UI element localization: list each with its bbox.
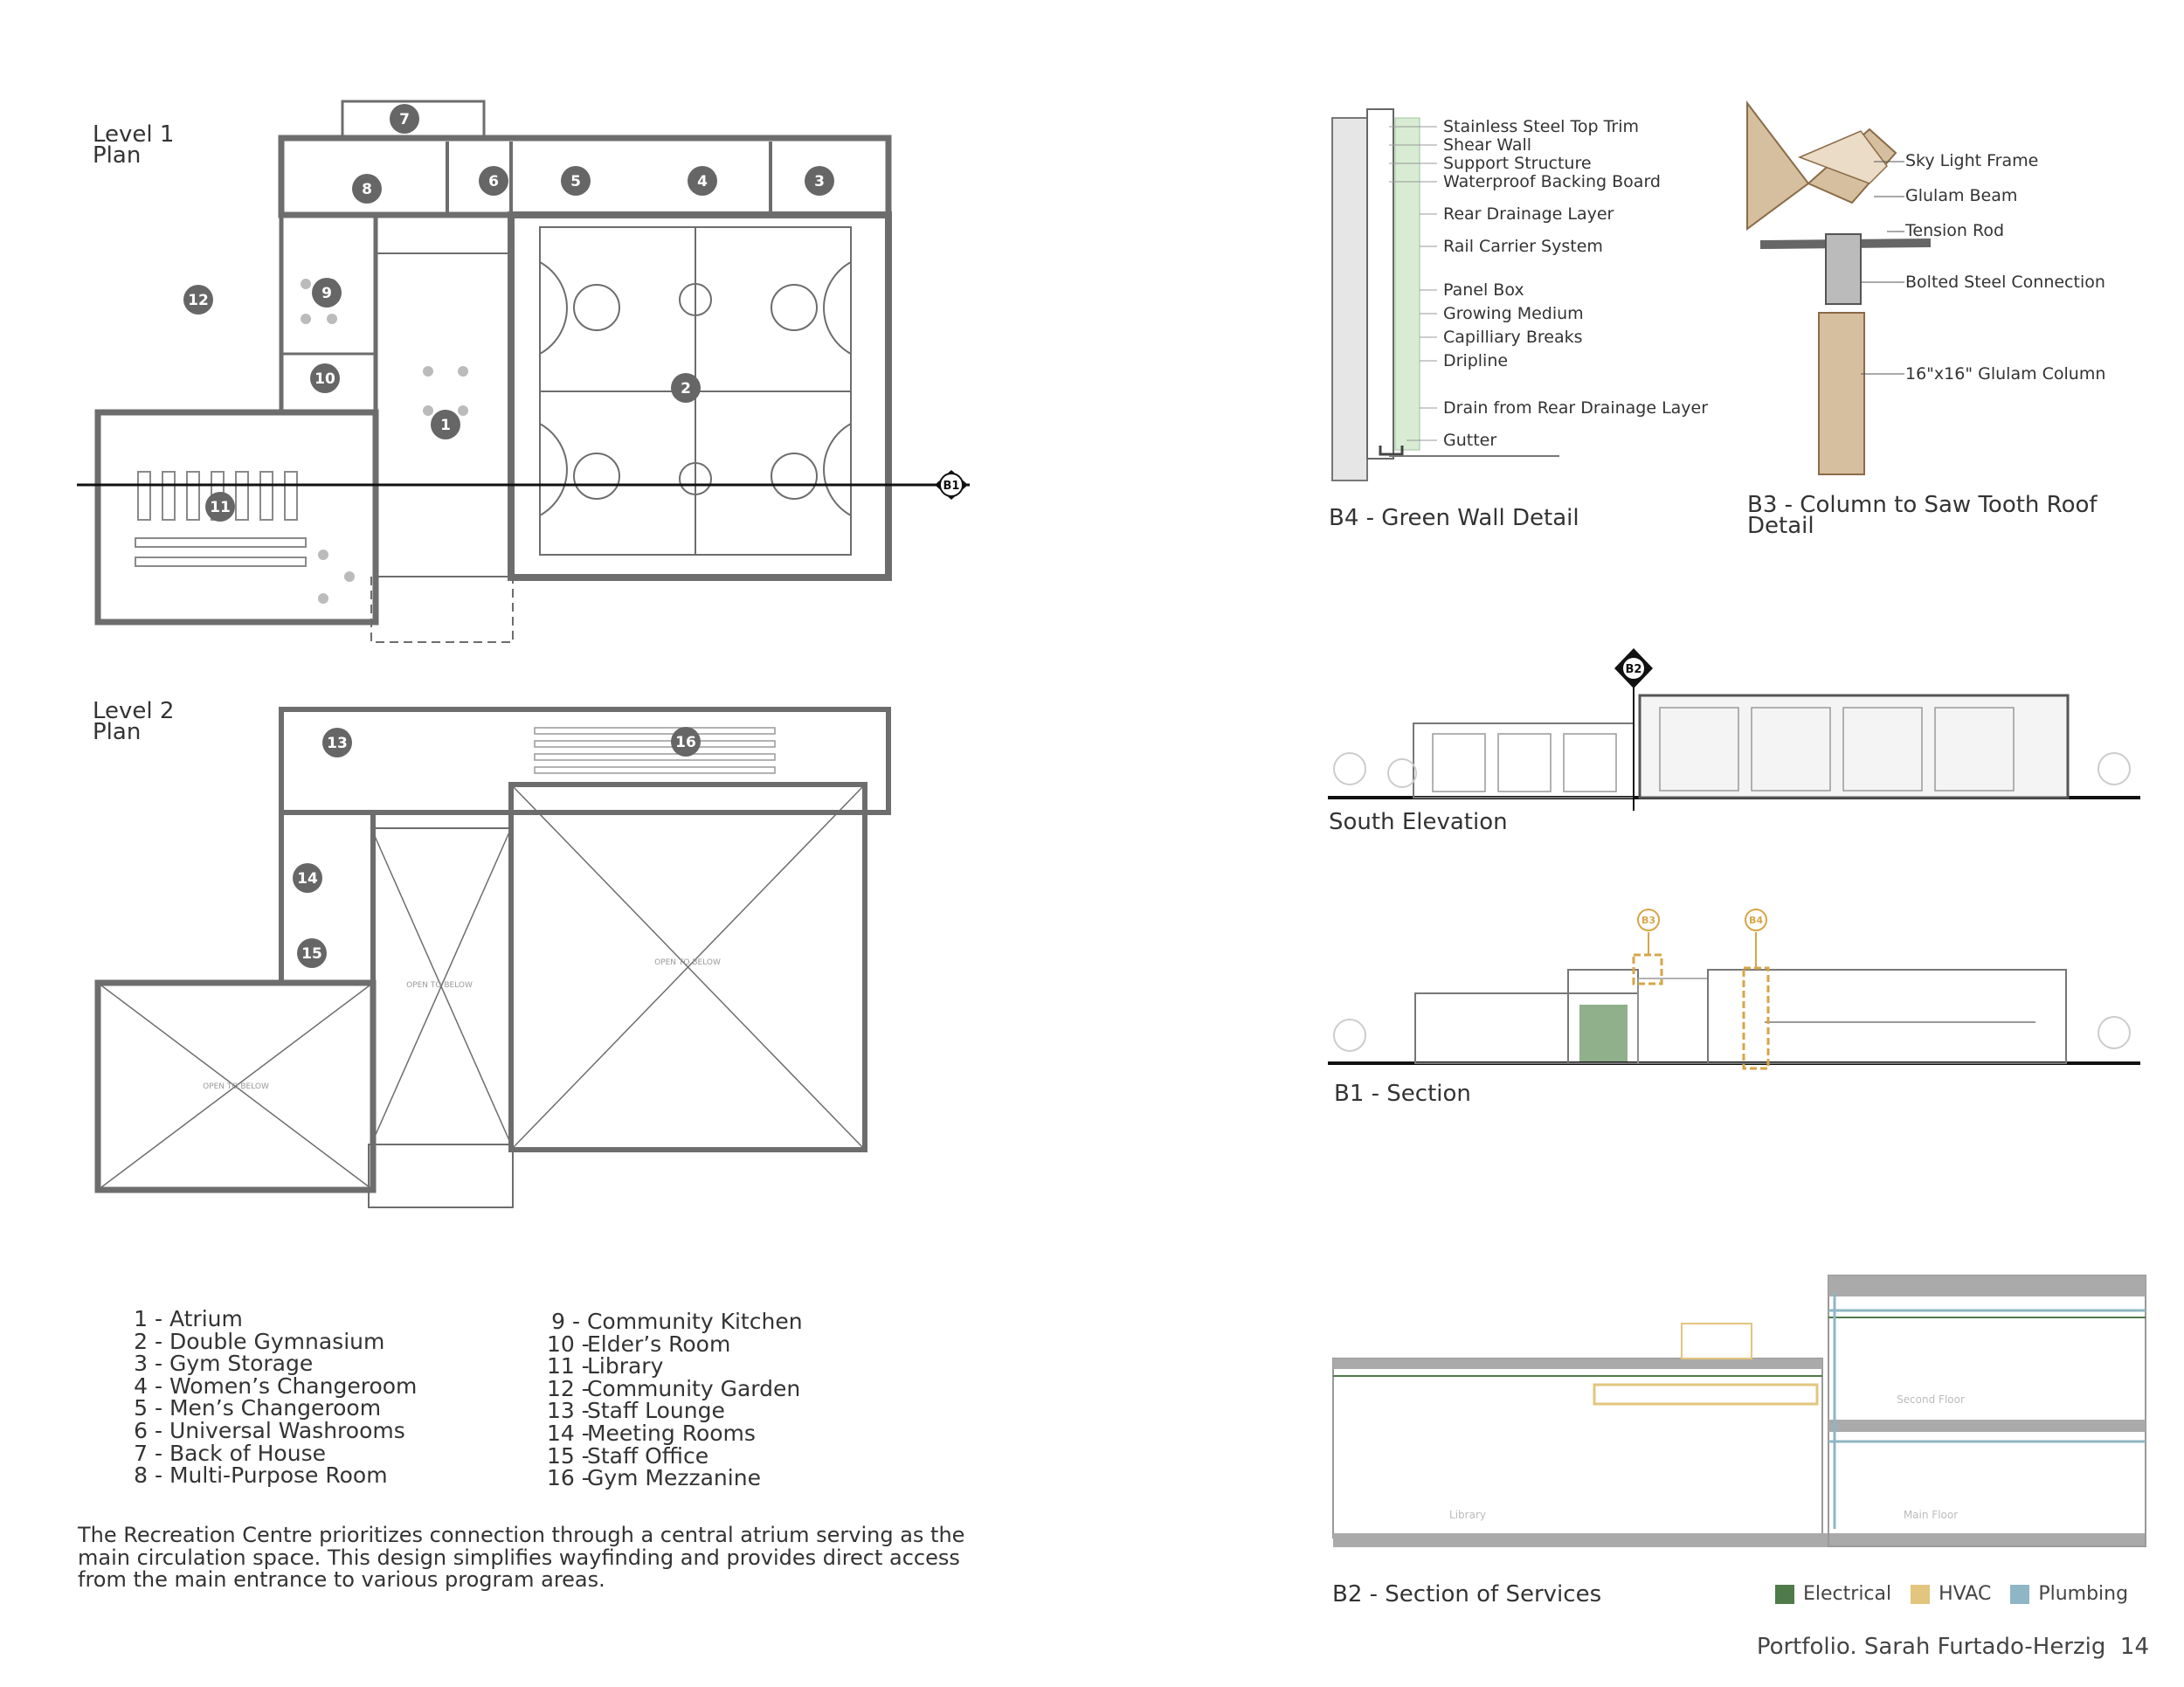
svg-text:15: 15 [301,945,322,963]
svg-text:10: 10 [314,370,335,388]
legend-item: 6 - Universal Washrooms [134,1417,405,1443]
portfolio-credit: Portfolio. Sarah Furtado-Herzig [1756,1634,2106,1660]
green-wall-label: Growing Medium [1443,304,1584,323]
svg-text:6: 6 [488,173,499,190]
svg-text:B3: B3 [1641,915,1656,926]
legend-item: 7 - Back of House [134,1440,326,1466]
svg-text:OPEN TO BELOW: OPEN TO BELOW [203,1082,269,1091]
column-detail-label: 16"x16" Glulam Column [1905,364,2106,384]
green-wall-label: Stainless Steel Top Trim [1443,117,1640,136]
green-wall-label: Rear Drainage Layer [1443,204,1614,224]
svg-text:11: 11 [210,499,231,516]
svg-text:Library: Library [1449,1509,1486,1521]
legend-hvac: HVAC [1911,1583,1991,1605]
legend-item: 16 - Gym Mezzanine [547,1465,761,1491]
b1-section-caption: B1 - Section [1334,1081,1471,1107]
legend-item: 14 - Meeting Rooms [547,1420,756,1446]
hvac-swatch [1911,1585,1930,1604]
legend-item: 11 - Library [547,1353,664,1379]
legend-plumbing: Plumbing [2010,1583,2128,1605]
svg-text:B4: B4 [1748,915,1764,926]
south-elevation-caption: South Elevation [1329,809,1508,835]
page-footer [1757,1634,2149,1660]
legend-electrical: Electrical [1775,1583,1891,1605]
svg-text:5: 5 [570,173,581,190]
svg-text:3: 3 [814,173,825,190]
svg-text:2: 2 [681,380,691,398]
design-description: The Recreation Centre prioritizes connection through a central atrium serving as the main circulation space. This design simplifies wayfinding and provides direct access from the main entrance to various program areas. [78,1523,965,1592]
svg-text:16: 16 [675,734,696,751]
svg-text:B1: B1 [943,480,960,493]
green-wall-label: Rail Carrier System [1443,237,1603,256]
svg-text:4: 4 [697,173,708,190]
svg-text:9: 9 [321,285,332,302]
legend-item: 9 - Community Kitchen [551,1309,803,1334]
page-number: 14 [2119,1634,2149,1660]
level1-plan-title: Level 1 Plan [93,121,175,169]
legend-item: 15 - Staff Office [547,1442,709,1469]
svg-text:B2: B2 [1625,663,1642,676]
green-wall-label: Dripline [1443,351,1509,370]
green-wall-label: Panel Box [1443,280,1524,300]
column-detail-caption: B3 - Column to Saw Tooth Roof Detail [1747,492,2098,539]
svg-text:Main Floor: Main Floor [1903,1509,1959,1521]
services-legend [1775,1583,2128,1605]
legend-item: 12 - Community Garden [547,1375,801,1401]
green-wall-label: Support Structure [1443,154,1592,173]
svg-text:14: 14 [297,870,318,888]
green-wall-label: Drain from Rear Drainage Layer [1443,398,1709,418]
legend-item: 2 - Double Gymnasium [134,1328,385,1354]
svg-text:1: 1 [440,417,451,434]
legend-item: 8 - Multi-Purpose Room [134,1462,388,1489]
plumbing-swatch [2010,1585,2029,1604]
legend-item: 10 - Elder’s Room [547,1331,731,1357]
services-section-caption: B2 - Section of Services [1332,1581,1602,1607]
column-detail-label: Bolted Steel Connection [1905,273,2105,292]
svg-text:7: 7 [399,111,410,128]
green-wall-detail-caption: B4 - Green Wall Detail [1329,505,1579,531]
column-detail-label: Glulam Beam [1905,186,2018,205]
legend-item: 4 - Women’s Changeroom [134,1372,418,1399]
green-wall-label: Shear Wall [1443,135,1532,155]
legend-item: 5 - Men’s Changeroom [134,1395,382,1421]
legend-item: 3 - Gym Storage [134,1351,314,1377]
green-wall-label: Gutter [1443,431,1497,450]
electrical-swatch [1775,1585,1794,1604]
svg-text:OPEN TO BELOW: OPEN TO BELOW [406,981,473,990]
legend-item: 1 - Atrium [134,1306,243,1331]
svg-text:8: 8 [362,181,372,198]
column-detail-label: Tension Rod [1905,221,2005,240]
green-wall-label: Capilliary Breaks [1443,328,1583,347]
level2-plan-title: Level 2 Plan [93,698,175,745]
svg-text:OPEN TO BELOW: OPEN TO BELOW [654,958,721,967]
legend-item: 13 - Staff Lounge [547,1398,725,1424]
svg-text:Second Floor: Second Floor [1897,1393,1965,1406]
column-detail-label: Sky Light Frame [1905,151,2039,170]
green-wall-label: Waterproof Backing Board [1443,172,1661,191]
svg-text:12: 12 [188,292,209,309]
svg-text:13: 13 [327,735,348,752]
